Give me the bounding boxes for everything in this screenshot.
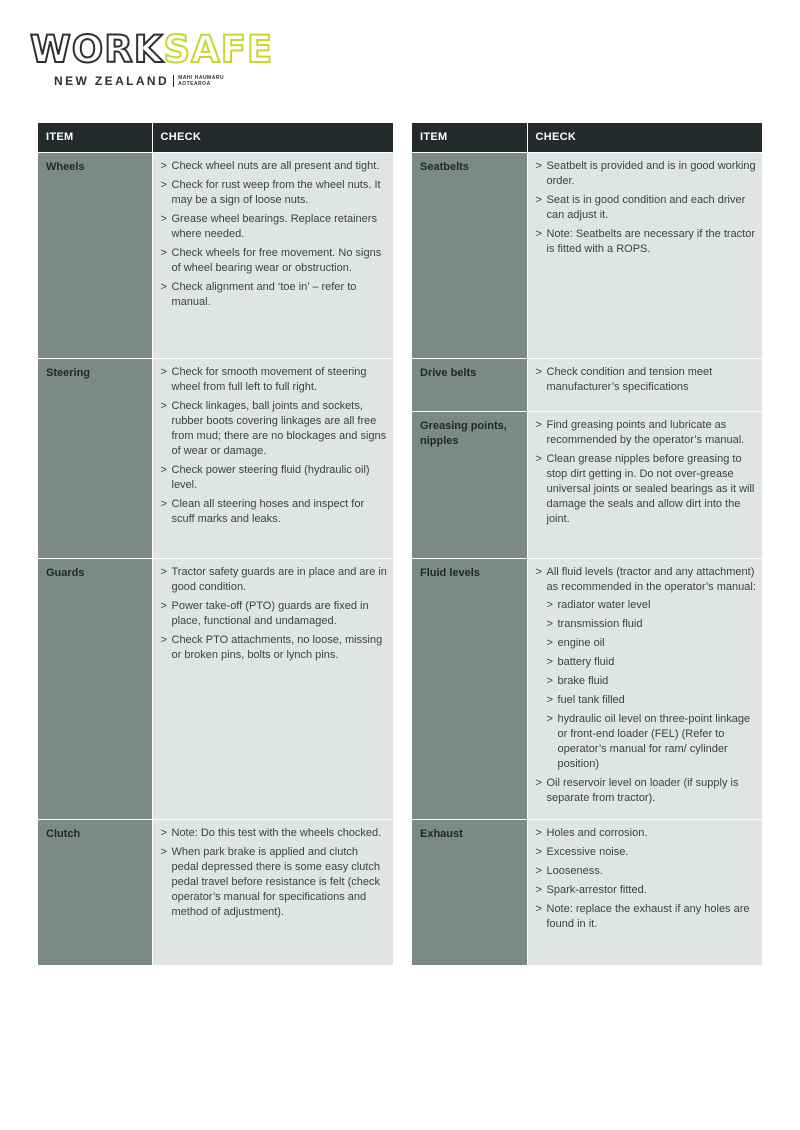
row-greasing-points (412, 411, 762, 558)
check-item: > Seat is in good condition and each driver can adjust it. (536, 193, 757, 223)
header-check: CHECK (152, 123, 393, 152)
check-cell (527, 558, 762, 819)
check-text: All fluid levels (tractor and any attachment) as recommended in the operator’s manual: (546, 565, 756, 593)
row-steering (38, 358, 393, 558)
logo-new-zealand: NEW ZEALAND (54, 74, 170, 88)
sub-check-item: > hydraulic oil level on three-point linkage or front-end loader (FEL) (Refer to operator’s manual for ram/ cylinder position) (547, 712, 757, 772)
header-item: ITEM (412, 123, 527, 152)
logo-subline (54, 74, 270, 88)
checklist-table-right (412, 123, 762, 965)
check-item: > Note: replace the exhaust if any holes are found in it. (536, 902, 757, 932)
item-label: Steering (38, 358, 152, 558)
sub-check-item: > brake fluid (547, 674, 757, 689)
worksafe-logo (30, 28, 274, 88)
check-item: > Note: Do this test with the wheels chocked. (161, 826, 388, 841)
row-seatbelts (412, 152, 762, 358)
item-label: Clutch (38, 819, 152, 965)
check-item: > Check linkages, ball joints and sockets, rubber boots covering linkages are all free from mud; there are no blockages and signs of wear or damage. (161, 399, 388, 459)
check-cell (152, 558, 393, 819)
sub-check-item: > radiator water level (547, 598, 757, 613)
row-drive-belts (412, 358, 762, 411)
row-exhaust (412, 819, 762, 965)
logo-word-work: WORK (30, 28, 164, 71)
row-wheels (38, 152, 393, 358)
header-item: ITEM (38, 123, 152, 152)
check-cell (152, 358, 393, 558)
header-check: CHECK (527, 123, 762, 152)
sub-check-item: > transmission fluid (547, 617, 757, 632)
check-item: > Clean all steering hoses and inspect for scuff marks and leaks. (161, 497, 388, 527)
item-label: Guards (38, 558, 152, 819)
check-item: > Check for rust weep from the wheel nuts. It may be a sign of loose nuts. (161, 178, 388, 208)
check-item: > Check alignment and ‘toe in’ – refer to manual. (161, 280, 388, 310)
check-cell (527, 358, 762, 411)
row-clutch (38, 819, 393, 965)
check-item: > Looseness. (536, 864, 757, 879)
logo-divider (173, 75, 174, 87)
check-item: > Check wheel nuts are all present and tight. (161, 159, 388, 174)
item-label: Wheels (38, 152, 152, 358)
check-cell (152, 819, 393, 965)
check-item: > Find greasing points and lubricate as recommended by the operator’s manual. (536, 418, 757, 448)
check-item: > Check power steering fluid (hydraulic oil) level. (161, 463, 388, 493)
sub-check-item: > fuel tank filled (547, 693, 757, 708)
check-item: > Note: Seatbelts are necessary if the tractor is fitted with a ROPS. (536, 227, 757, 257)
logo-word-safe: SAFE (163, 28, 274, 71)
item-label: Drive belts (412, 358, 527, 411)
check-item: > Oil reservoir level on loader (if supply is separate from tractor). (536, 776, 757, 806)
check-cell (152, 152, 393, 358)
item-label: Exhaust (412, 819, 527, 965)
logo-maori-line1: MAHI HAUMARU (178, 75, 225, 81)
check-item: > Tractor safety guards are in place and are in good condition. (161, 565, 388, 595)
check-item: > Check PTO attachments, no loose, missing or broken pins, bolts or lynch pins. (161, 633, 388, 663)
logo-maori (178, 75, 224, 87)
check-item (536, 565, 757, 772)
check-item: > Seatbelt is provided and is in good working order. (536, 159, 757, 189)
check-item: > Check wheels for free movement. No signs of wheel bearing wear or obstruction. (161, 246, 388, 276)
check-item: > Clean grease nipples before greasing to stop dirt getting in. Do not over-grease universal joints or sealed bearings as it will damage the seals and allow dirt into the joint. (536, 452, 757, 527)
item-label: Greasing points, nipples (412, 411, 527, 558)
row-fluid-levels (412, 558, 762, 819)
check-cell (527, 152, 762, 358)
check-cell (527, 411, 762, 558)
sub-check-item: > battery fluid (547, 655, 757, 670)
row-guards (38, 558, 393, 819)
item-label: Fluid levels (412, 558, 527, 819)
check-item: > Holes and corrosion. (536, 826, 757, 841)
checklist-table-left (38, 123, 393, 965)
check-item: > Spark-arrestor fitted. (536, 883, 757, 898)
check-item: > Excessive noise. (536, 845, 757, 860)
check-item: > Check for smooth movement of steering wheel from full left to full right. (161, 365, 388, 395)
logo-maori-line2: AOTEAROA (178, 81, 211, 87)
check-item: > Power take-off (PTO) guards are fixed in place, functional and undamaged. (161, 599, 388, 629)
check-item: > Grease wheel bearings. Replace retainers where needed. (161, 212, 388, 242)
sub-check-item: > engine oil (547, 636, 757, 651)
sub-check-list (547, 598, 757, 772)
check-cell (527, 819, 762, 965)
item-label: Seatbelts (412, 152, 527, 358)
check-item: > When park brake is applied and clutch pedal depressed there is some easy clutch pedal travel before resistance is felt (check operator’s manual for specifications and method of adjustment). (161, 845, 388, 920)
logo-wordmark (30, 28, 274, 71)
check-item: > Check condition and tension meet manufacturer’s specifications (536, 365, 757, 395)
